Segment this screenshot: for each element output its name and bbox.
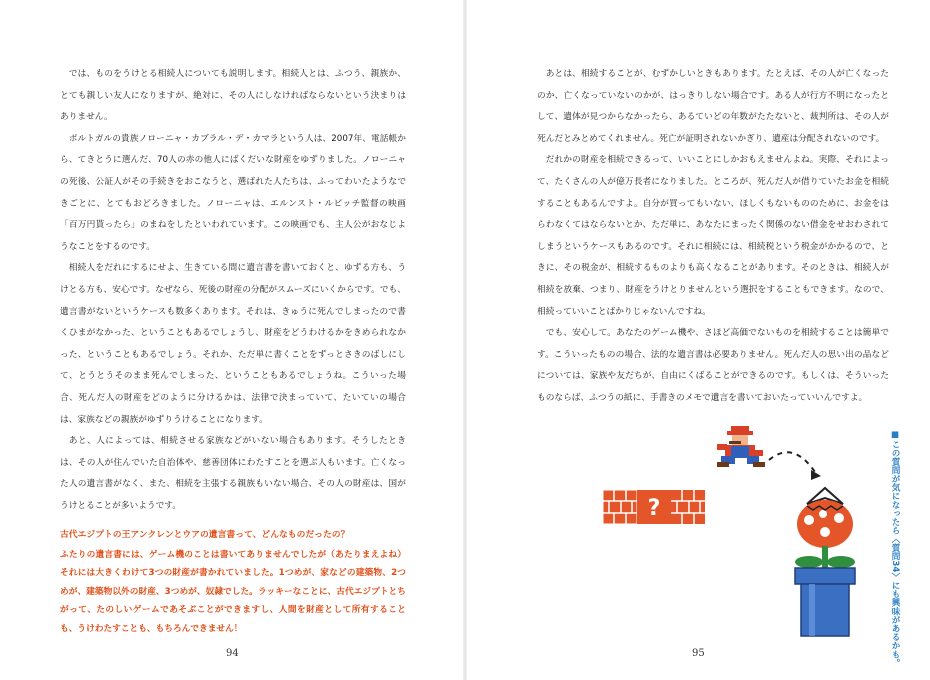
column-title: 古代エジプトの王アンクレンとウアの遺言書って、どんなものだったの？: [60, 530, 350, 540]
egypt-column: [60, 528, 406, 638]
game-scene-svg: [597, 420, 887, 640]
page-number-right: 95: [692, 648, 705, 659]
brick-block-2: [671, 490, 705, 524]
left-paragraph-3: 相続人をだれにするにせよ、生きている間に遺言書を書いておくと、ゆずる方も、うけとる方も、安心です。なぜなら、死後の財産の分配がスムーズにいくからです。でも、遺言書がないというケースも数多くあります。それは、きゅうに死んでしまったので書くひまがなかった、ということもあるでしょうし、財産をどうわけるかをきめられなかった、ということもあるでしょう。それか、ただ単に書くことをずっとさきのばしにして、とうとうそのまま死んでしまった、ということもあるでしょうね。こういった場合、死んだ人の財産をどのように分けるかは、法律で決まっていて、たいていの場合は、家族などの親族がゆずりうけることになります。: [60, 263, 406, 425]
right-body-text: [537, 64, 889, 410]
right-paragraph-1: あとは、相続することが、むずかしいときもあります。たとえば、その人が亡くなったのか、亡くなっていないのかが、はっきりしない場合です。ある人が行方不明になったとして、遺体が見つからなかったら、あるていどの年数がたたないと、裁判所は、その人が死んだとみとめてくれません。死亡が証明されないかぎり、遺産は分配されないのです。: [537, 69, 889, 144]
right-paragraph-3: でも、安心して。あなたのゲーム機や、さほど高価でないものを相続することは簡単です。こういったものの場合、法的な遺言書は必要ありません。死んだ人の思い出の品などについては、家族や友だちが、自由にくばることができるのです。もしくは、そういったものならば、ふつうの紙に、手書きのメモで遺言を書いておいたっていいんですよ。: [537, 328, 889, 403]
column-text: ふたりの遺言書には、ゲーム機のことは書いてありませんでしたが（あたりまえよね）それには大きくわけて3つの財産が書かれていました。1つめが、家などの建築物、2つめが、建築物以外の財産、3つめが、奴隷でした。ラッキーなことに、古代エジプトとちがって、たのしいゲームであそぶことができますし、人間を財産として所有することも、うけわたすことも、もちろんできません！: [60, 550, 406, 634]
page-number-left: 94: [226, 648, 239, 659]
trail-arrow-icon: [811, 470, 821, 480]
warp-pipe: [795, 568, 855, 636]
game-illustration: [597, 420, 887, 640]
question-mark: ?: [647, 496, 661, 521]
left-paragraph-2: ポルトガルの貴族ノローニャ・カブラル・デ・カマラという人は、2007年、電話帳から、てきとうに選んだ、70人の赤の他人にばくだいな財産をゆずりました。ノローニャの死後、公証人がその手続きをおこなうと、選ばれた人たちは、ふってわいたようなできごとに、とてもおどろきました。ノローニャは、エルンスト・ルビッチ監督の映画「百万円貰ったら」のまねをしたといわれています。この映画でも、主人公がおなじようなことをするのです。: [60, 133, 406, 252]
side-note: [889, 430, 913, 667]
left-page: [0, 0, 463, 680]
side-note-text: ■この質問が気になったら〈質問34〉にも興味があるかも。: [890, 430, 900, 667]
left-body-text: [60, 64, 406, 517]
left-paragraph-1: では、ものをうけとる相続人についても説明します。相続人とは、ふつう、親族か、とても親しい友人になりますが、絶対に、その人にしなければならないという決まりはありません。: [60, 69, 406, 123]
right-page: [467, 0, 930, 680]
jumping-plumber: [717, 426, 765, 467]
jump-trail: [769, 452, 815, 472]
question-block: [637, 490, 671, 524]
brick-block: [603, 490, 637, 524]
right-paragraph-2: だれかの財産を相続できるって、いいことにしかおもえませんよね。実際、それによって、たくさんの人が億万長者になりました。ところが、死んだ人が借りていたお金を相続することもあるんですよ。自分が買ってもいない、ほしくもないもののために、お金をはらわなくてはならないとか、ただ単に、あなたにまったく関係のない借金をせおわされてしまうというケースもあるのです。それに相続には、相続税という税金がかかるので、ときに、その税金が、相続するものよりも高くなることがあります。そのときは、相続人が相続を放棄、つまり、財産をうけとりませんという選択をすることもできます。なので、相続っていいことばかりじゃないんですね。: [537, 155, 889, 317]
piranha-plant: [795, 488, 855, 572]
left-paragraph-4: あと、人によっては、相続させる家族などがいない場合もあります。そうしたときは、その人が住んでいた自治体や、慈善団体にわたすことを選ぶ人もいます。亡くなった人の遺言書がなく、また、相続を主張する親族もいない場合、その人の財産は、国がうけとることが多いようです。: [60, 436, 406, 511]
